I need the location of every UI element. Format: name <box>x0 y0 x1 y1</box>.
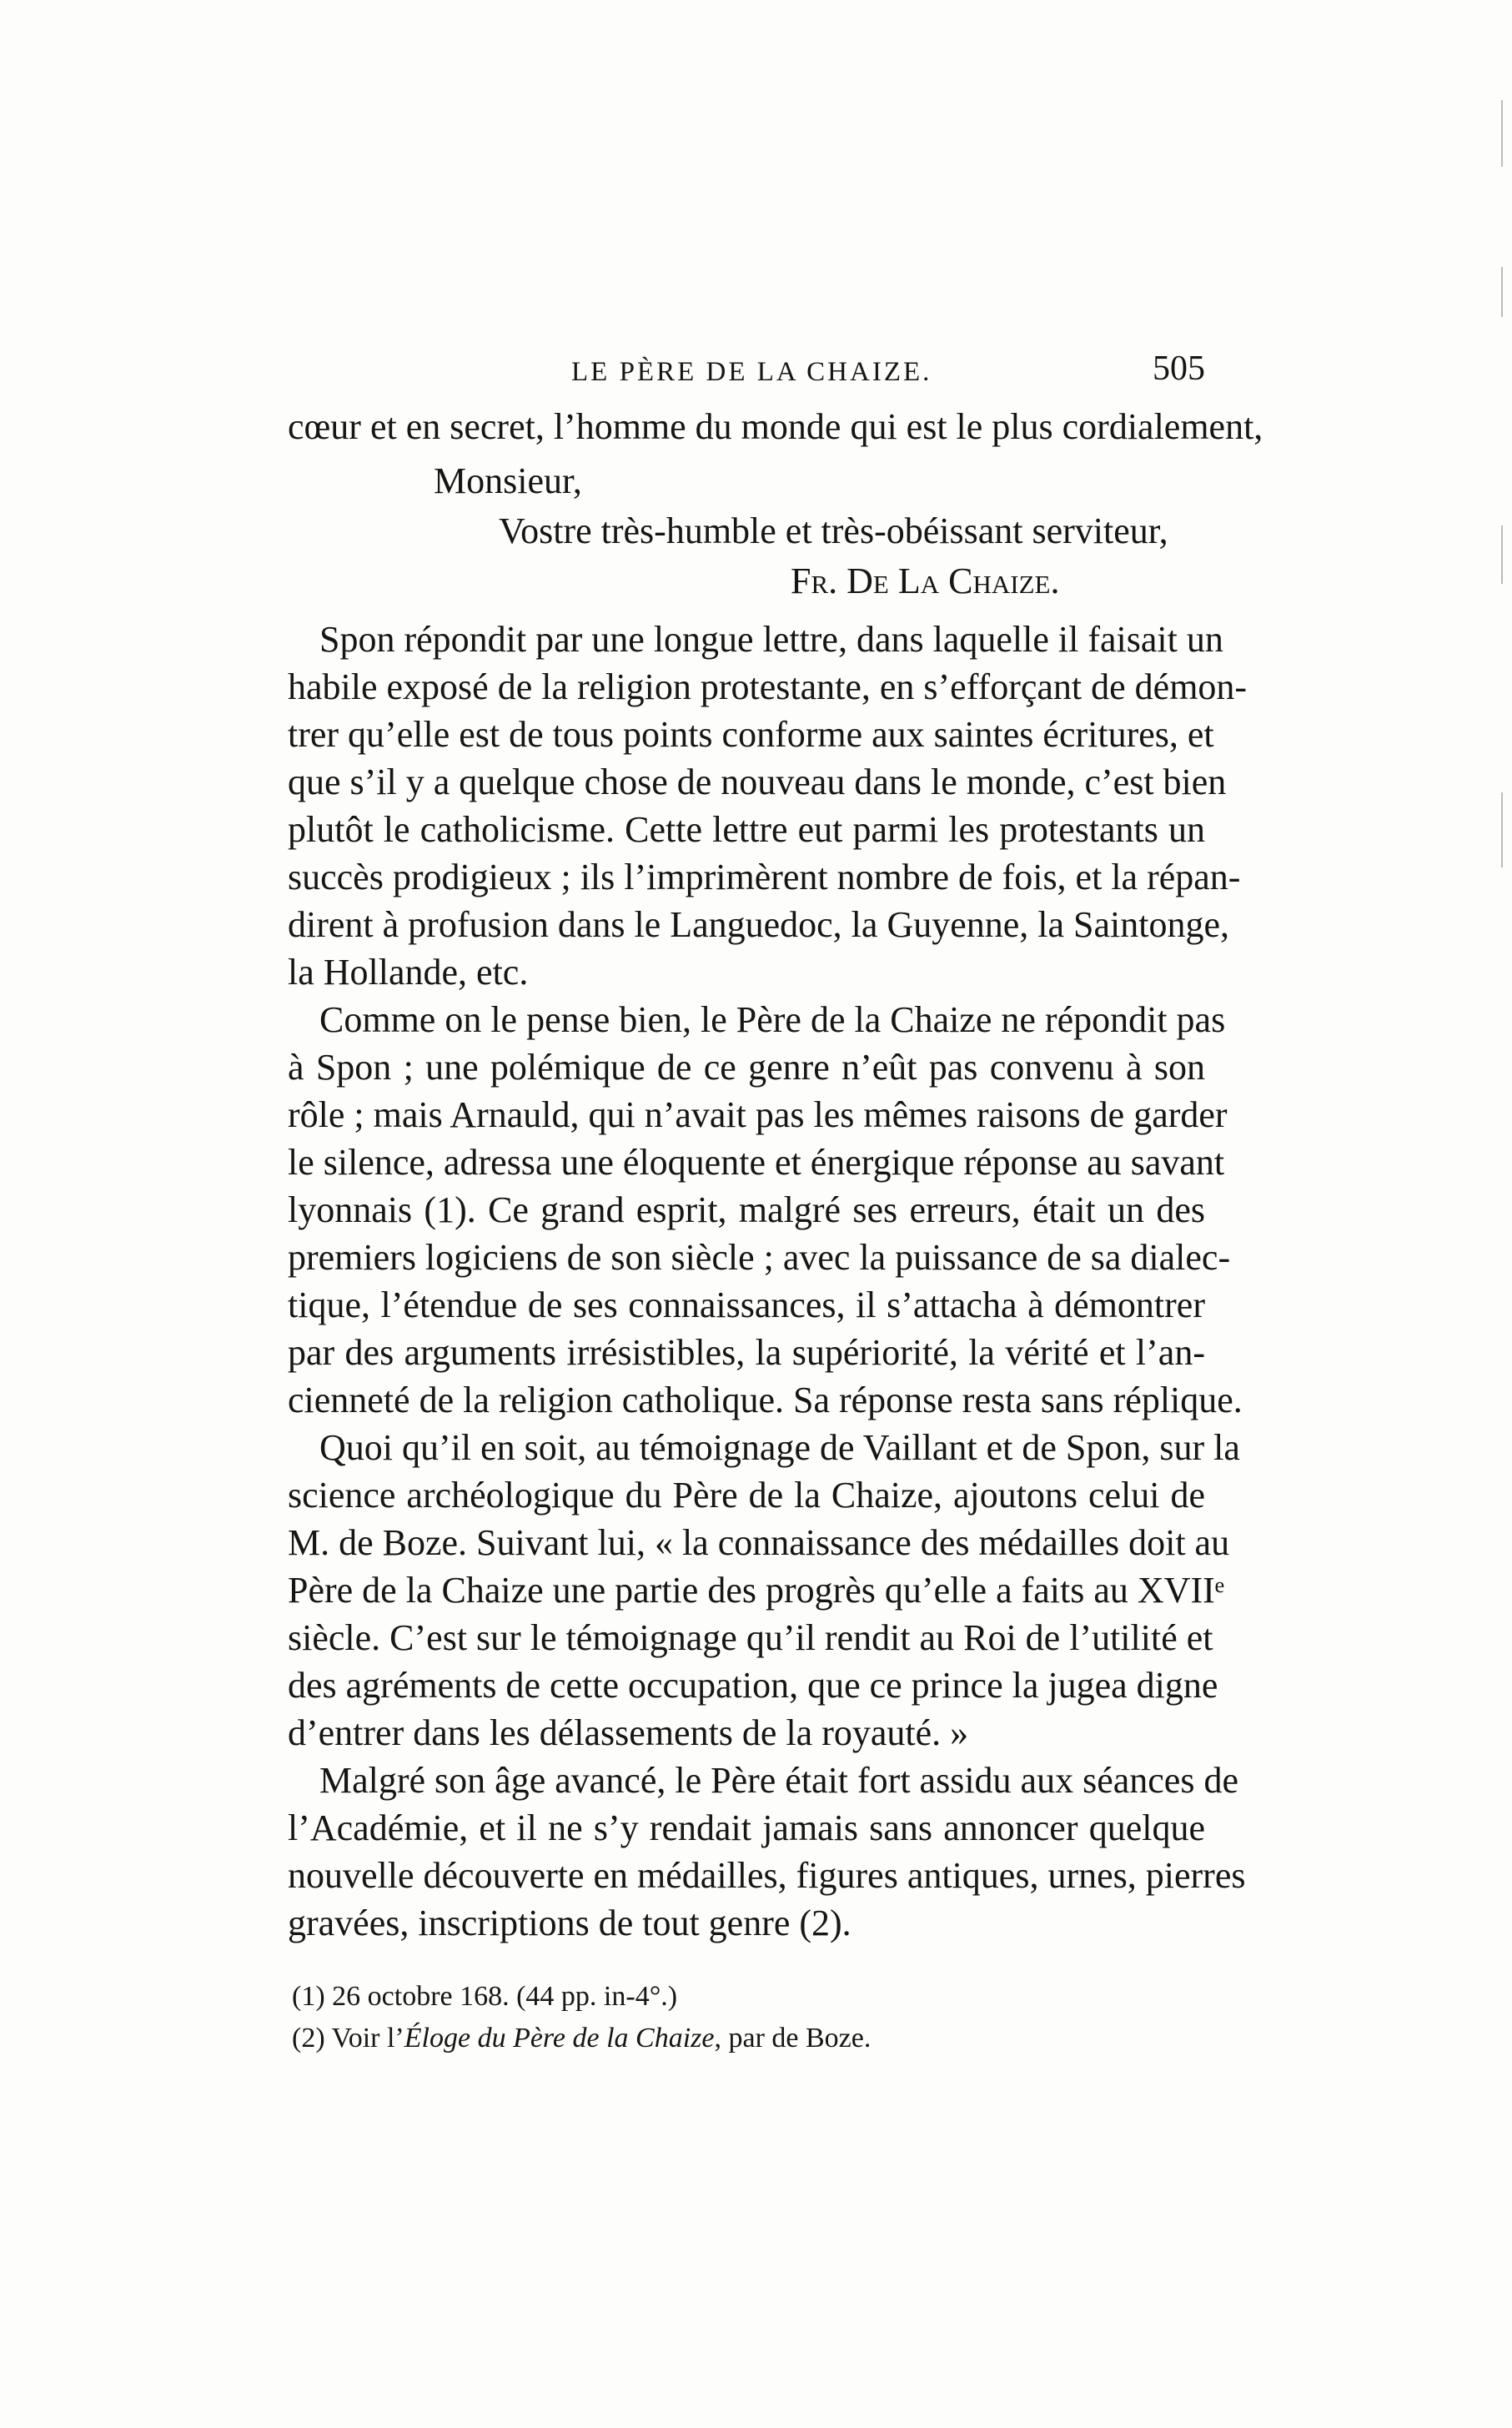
text-line: la Hollande, etc. <box>288 952 529 993</box>
scan-edge-mark <box>1501 100 1503 167</box>
text-line: trer qu’elle est de tous points conforme aux saintes écritures, et <box>288 714 1214 755</box>
letter-closing-line: cœur et en secret, l’homme du monde qui est le plus cordialement, <box>288 406 1263 447</box>
footnote-text: 26 octobre 168. (44 pp. in-4°.) <box>332 1981 678 2012</box>
text-line: dirent à profusion dans le Languedoc, la Guyenne, la Saintonge, <box>288 904 1230 945</box>
text-line: d’entrer dans les délassements de la royauté. » <box>288 1712 969 1753</box>
text-line: succès prodigieux ; ils l’imprimèrent nombre de fois, et la répan- <box>288 857 1241 897</box>
scan-edge-mark <box>1501 525 1503 584</box>
page-header <box>288 349 1205 399</box>
text-line: M. de Boze. Suivant lui, « la connaissance des médailles doit au <box>288 1522 1230 1563</box>
text-line: Spon répondit par une longue lettre, dans laquelle il faisait un <box>319 619 1223 660</box>
text-line: lyonnais (1). Ce grand esprit, malgré ses erreurs, était un des <box>288 1189 1205 1230</box>
letter-salutation: Monsieur, <box>434 460 582 501</box>
text-line: Quoi qu’il en soit, au témoignage de Vaillant et de Spon, sur la <box>319 1427 1240 1468</box>
page-number: 505 <box>1153 349 1205 388</box>
letter-signature: Fr. De La Chaize. <box>791 561 1060 601</box>
text-line: rôle ; mais Arnauld, qui n’avait pas les mêmes raisons de garder <box>288 1094 1228 1135</box>
footnote-book-title: Éloge du Père de la Chaize <box>404 2023 715 2053</box>
text-line: par des arguments irrésistibles, la supériorité, la vérité et l’an- <box>288 1332 1205 1373</box>
text-line: cienneté de la religion catholique. Sa réponse resta sans réplique. <box>288 1380 1243 1420</box>
text-line: siècle. C’est sur le témoignage qu’il rendit au Roi de l’utilité et <box>288 1617 1213 1658</box>
footnote-2 <box>292 2024 871 2053</box>
scan-edge-mark <box>1501 792 1503 867</box>
text-line: gravées, inscriptions de tout genre (2). <box>288 1903 851 1943</box>
text-line: Père de la Chaize une partie des progrès qu’elle a faits au XVIIᵉ <box>288 1570 1225 1611</box>
text-line: l’Académie, et il ne s’y rendait jamais sans annoncer quelque <box>288 1807 1205 1848</box>
text-line: à Spon ; une polémique de ce genre n’eût pas convenu à son <box>288 1047 1205 1088</box>
scan-edge-mark <box>1501 267 1503 317</box>
text-line: que s’il y a quelque chose de nouveau dans le monde, c’est bien <box>288 762 1227 802</box>
text-line: habile exposé de la religion protestante, en s’efforçant de démon- <box>288 666 1248 707</box>
footnote-text-pre: Voir l’ <box>331 2023 404 2053</box>
letter-formula: Vostre très-humble et très-obéissant serviteur, <box>499 510 1168 551</box>
text-line: le silence, adressa une éloquente et énergique réponse au savant <box>288 1142 1225 1183</box>
text-line: plutôt le catholicisme. Cette lettre eut parmi les protestants un <box>288 809 1205 850</box>
footnote-text-post: , par de Boze. <box>714 2023 872 2053</box>
running-title: LE PÈRE DE LA CHAIZE. <box>571 357 932 387</box>
text-line: premiers logiciens de son siècle ; avec la puissance de sa dialec- <box>288 1237 1231 1278</box>
footnote-marker: (2) <box>292 2023 325 2053</box>
footnote-1 <box>292 1983 677 2011</box>
text-line: Malgré son âge avancé, le Père était fort assidu aux séances de <box>319 1760 1238 1801</box>
text-line: tique, l’étendue de ses connaissances, il s’attacha à démontrer <box>288 1284 1205 1325</box>
text-line: nouvelle découverte en médailles, figures antiques, urnes, pierres <box>288 1855 1246 1896</box>
text-line: des agréments de cette occupation, que ce prince la jugea digne <box>288 1665 1218 1706</box>
text-line: Comme on le pense bien, le Père de la Chaize ne répondit pas <box>319 999 1226 1040</box>
footnote-marker: (1) <box>292 1981 325 2012</box>
text-line: science archéologique du Père de la Chaize, ajoutons celui de <box>288 1475 1205 1516</box>
